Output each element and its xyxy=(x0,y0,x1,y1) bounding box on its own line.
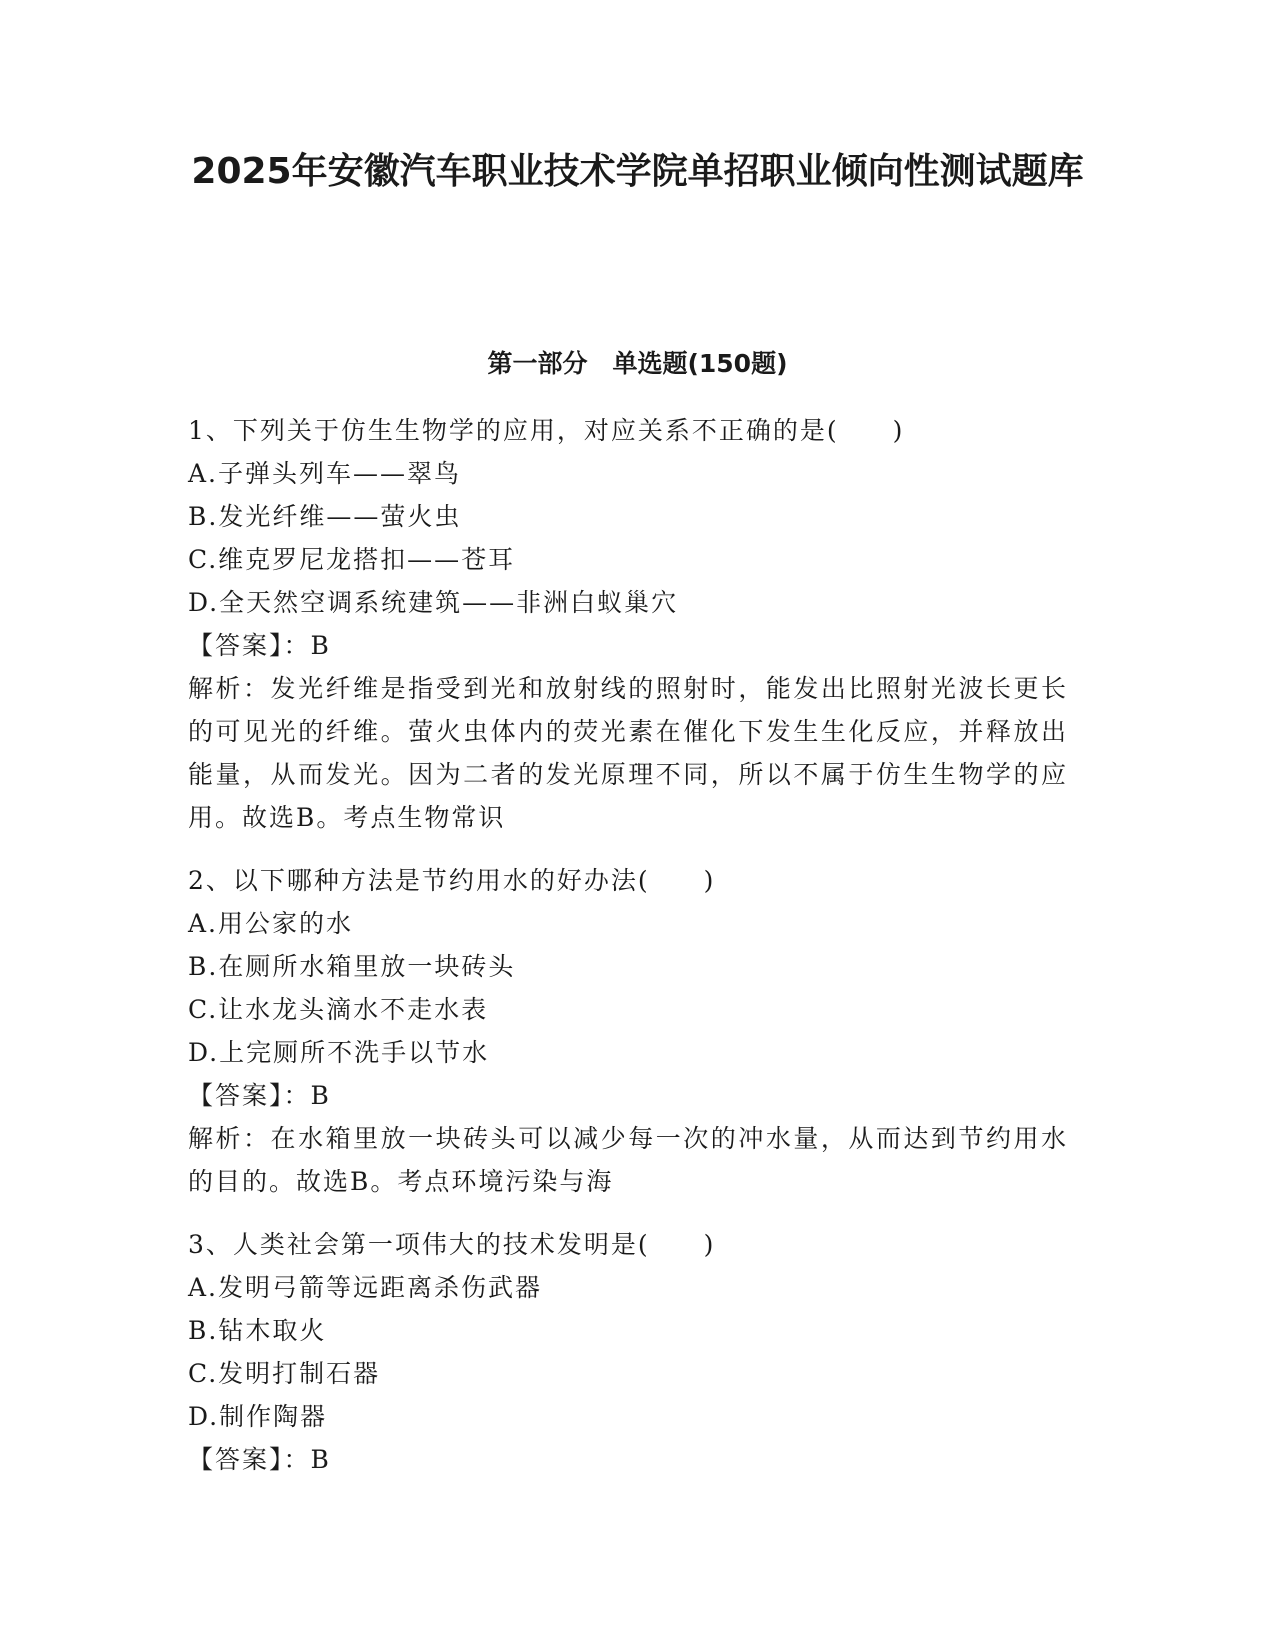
option-b: B.钻木取火 xyxy=(188,1316,327,1345)
option-c: C.让水龙头滴水不走水表 xyxy=(188,995,489,1024)
answer: 【答案】：B xyxy=(188,631,331,660)
option-a: A.用公家的水 xyxy=(188,909,354,938)
document-title: 2025年安徽汽车职业技术学院单招职业倾向性测试题库 xyxy=(191,151,1084,192)
question-2 xyxy=(188,859,1068,1203)
option-d: D.制作陶器 xyxy=(188,1402,328,1431)
question-stem: 1、下列关于仿生生物学的应用，对应关系不正确的是( ) xyxy=(188,416,905,445)
option-a: A.子弹头列车——翠鸟 xyxy=(188,459,462,488)
option-d: D.上完厕所不洗手以节水 xyxy=(188,1038,490,1067)
answer: 【答案】：B xyxy=(188,1445,331,1474)
option-b: B.发光纤维——萤火虫 xyxy=(188,502,462,531)
answer: 【答案】：B xyxy=(188,1081,331,1110)
option-c: C.维克罗尼龙搭扣——苍耳 xyxy=(188,545,516,574)
option-c: C.发明打制石器 xyxy=(188,1359,381,1388)
question-1 xyxy=(188,409,1068,839)
option-a: A.发明弓箭等远距离杀伤武器 xyxy=(188,1273,543,1302)
section-heading: 第一部分 单选题(150题) xyxy=(487,349,788,378)
analysis: 解析：发光纤维是指受到光和放射线的照射时，能发出比照射光波长更长的可见光的纤维。萤火虫体内的荧光素在催化下发生生化反应，并释放出能量，从而发光。因为二者的发光原理不同，所以不属于仿生生物学的应用。故选B。考点生物常识 xyxy=(188,674,1068,832)
spacer xyxy=(188,839,1068,859)
spacer xyxy=(188,1203,1068,1223)
question-stem: 2、以下哪种方法是节约用水的好办法( ) xyxy=(188,866,716,895)
analysis: 解析：在水箱里放一块砖头可以减少每一次的冲水量，从而达到节约用水的目的。故选B。考点环境污染与海 xyxy=(188,1124,1068,1196)
option-b: B.在厕所水箱里放一块砖头 xyxy=(188,952,516,981)
question-3 xyxy=(188,1223,1068,1481)
question-list xyxy=(188,409,1068,1481)
question-stem: 3、人类社会第一项伟大的技术发明是( ) xyxy=(188,1230,716,1259)
option-d: D.全天然空调系统建筑——非洲白蚁巢穴 xyxy=(188,588,679,617)
